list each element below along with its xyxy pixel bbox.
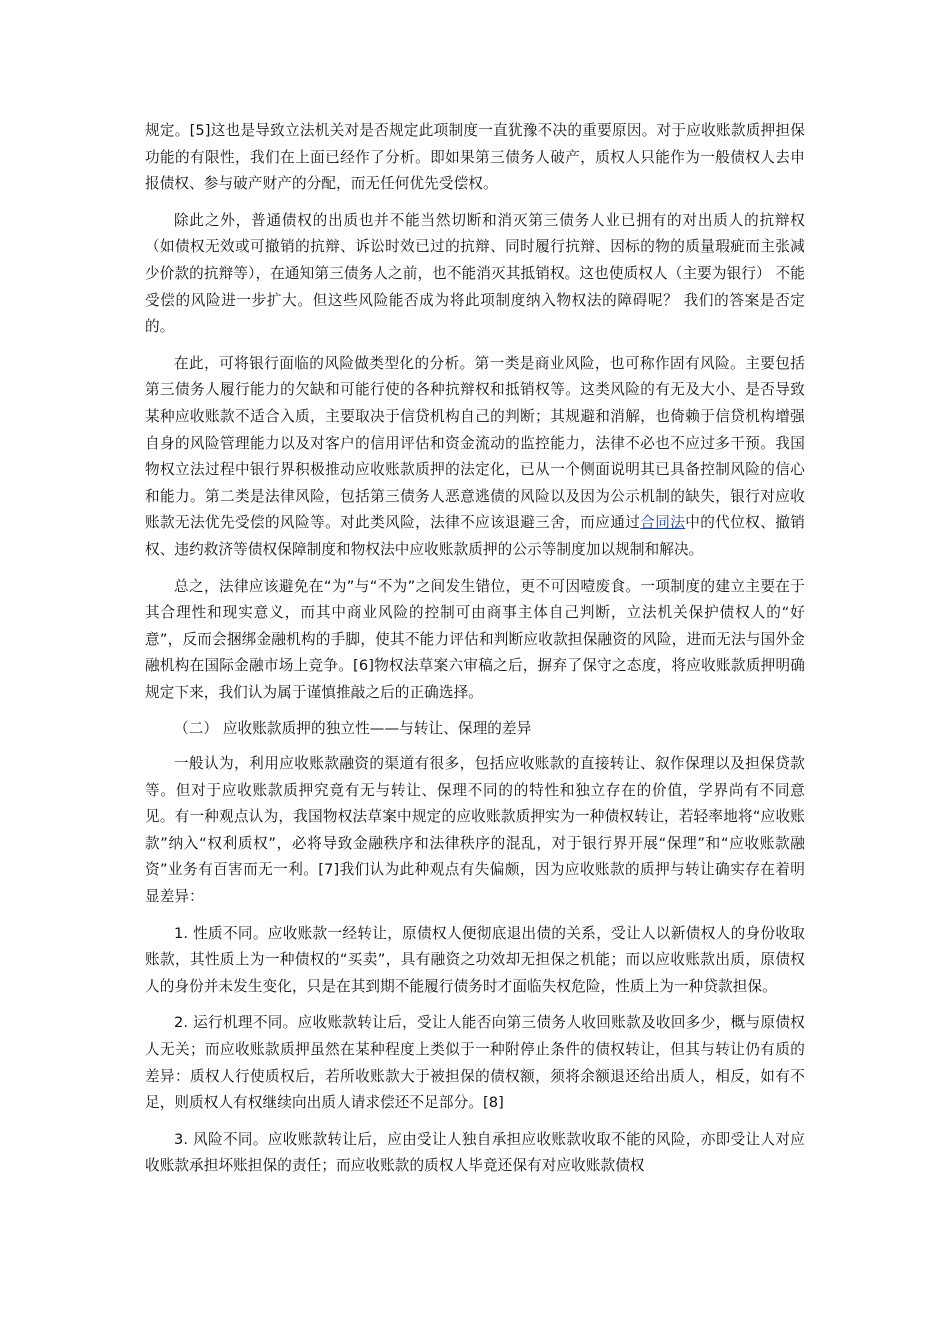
paragraph-defenses: 除此之外，普通债权的出质也并不能当然切断和消灭第三债务人业已拥有的对出质人的抗辩权（如债权无效或可撤销的抗辩、诉讼时效已过的抗辩、同时履行抗辩、因标的物的质量瑕疵而主张减少价款的抗辩等），在通知第三债务人之前，也不能消灭其抵销权。这也使质权人（主要为银行） 不能受偿的风险进一步扩大。但这些风险能否成为将此项制度纳入物权法的障碍呢？ 我们的答案是否定的。 [145,211,805,336]
paragraph-financing-channels: 一般认为，利用应收账款融资的渠道有很多，包括应收账款的直接转让、叙作保理以及担保贷款等。但对于应收账款质押究竟有无与转让、保理不同的的特性和独立存在的价值，学界尚有不同意见。有一种观点认为，我国物权法草案中规定的应收账款质押实为一种债权转让，若轻率地将“应收账款”纳入“权利质权”，必将导致金融秩序和法律秩序的混乱，对于银行界开展“保理”和“应收账款融资”业务有百害而无一利。[7]我们认为此种观点有失偏颇，因为应收账款的质押与转让确实存在着明显差异： [145,755,805,906]
paragraph-risk-types [145,351,805,564]
paragraph-risk-types-text-a: 在此，可将银行面临的风险做类型化的分析。第一类是商业风险，也可称作固有风险。主要包括第三债务人履行能力的欠缺和可能行使的各种抗辩权和抵销权等。这类风险的有无及大小、是否导致某种应收账款不适合入质，主要取决于信贷机构自己的判断；其规避和消解，也倚赖于信贷机构增强自身的风险管理能力以及对客户的信用评估和资金流动的监控能力，法律不必也不应过多干预。我国物权立法过程中银行界积极推动应收账款质押的法定化，已从一个侧面说明其已具备控制风险的信心和能力。第二类是法律风险，包括第三债务人恶意逃债的风险以及因为公示机制的缺失，银行对应收账款无法优先受偿的风险等。对此类风险，法律不应该退避三舍，而应通过 [145,354,805,532]
paragraph-risk-types-text-b: 中的代位权、撤销权、违约救济等债权保障制度和物权法中应收账款质押的公示等制度加以规制和解决。 [145,514,805,558]
section-heading: （二） 应收账款质押的独立性——与转让、保理的差异 [174,720,532,738]
contract-law-link[interactable]: 合同法 [640,514,686,532]
paragraph-conclusion: 总之，法律应该避免在“为”与“不为”之间发生错位，更不可因噎废食。一项制度的建立主要在于其合理性和现实意义，而其中商业风险的控制可由商事主体自己判断，立法机关保护债权人的“好意”，反而会捆绑金融机构的手脚，使其不能力评估和判断应收款担保融资的风险，进而无法与国外金融机构在国际金融市场上竞争。[6]物权法草案六审稿之后，摒弃了保守之态度，将应收账款质押明确规定下来，我们认为属于谨慎推敲之后的正确选择。 [145,577,805,701]
paragraph-continuation: 规定。[5]这也是导致立法机关对是否规定此项制度一直犹豫不决的重要原因。对于应收账款质押担保功能的有限性，我们在上面已经作了分析。即如果第三债务人破产，质权人只能作为一般债权人去申报债权、参与破产财产的分配，而无任何优先受偿权。 [145,122,805,193]
paragraph-point-3: 3. 风险不同。应收账款转让后，应由受让人独自承担应收账款收取不能的风险，亦即受让人对应收账款承担坏账担保的责任；而应收账款的质权人毕竟还保有对应收账款债权 [145,1130,805,1175]
paragraph-point-1: 1. 性质不同。应收账款一经转让，原债权人便彻底退出债的关系，受让人以新债权人的身份收取账款，其性质上为一种债权的“买卖”，具有融资之功效却无担保之机能；而以应收账款出质，原债权人的身份并未发生变化，只是在其到期不能履行债务时才面临失权危险，性质上为一种贷款担保。 [145,924,805,995]
paragraph-point-2: 2. 运行机理不同。应收账款转让后，受让人能否向第三债务人收回账款及收回多少，概与原债权人无关；而应收账款质押虽然在某种程度上类似于一种附停止条件的债权转让，但其与转让仍有质的差异：质权人行使质权后，若所收账款大于被担保的债权额，须将余额退还给出质人，相反，如有不足，则质权人有权继续向出质人请求偿还不足部分。[8] [145,1014,805,1112]
document-body [145,118,805,1190]
